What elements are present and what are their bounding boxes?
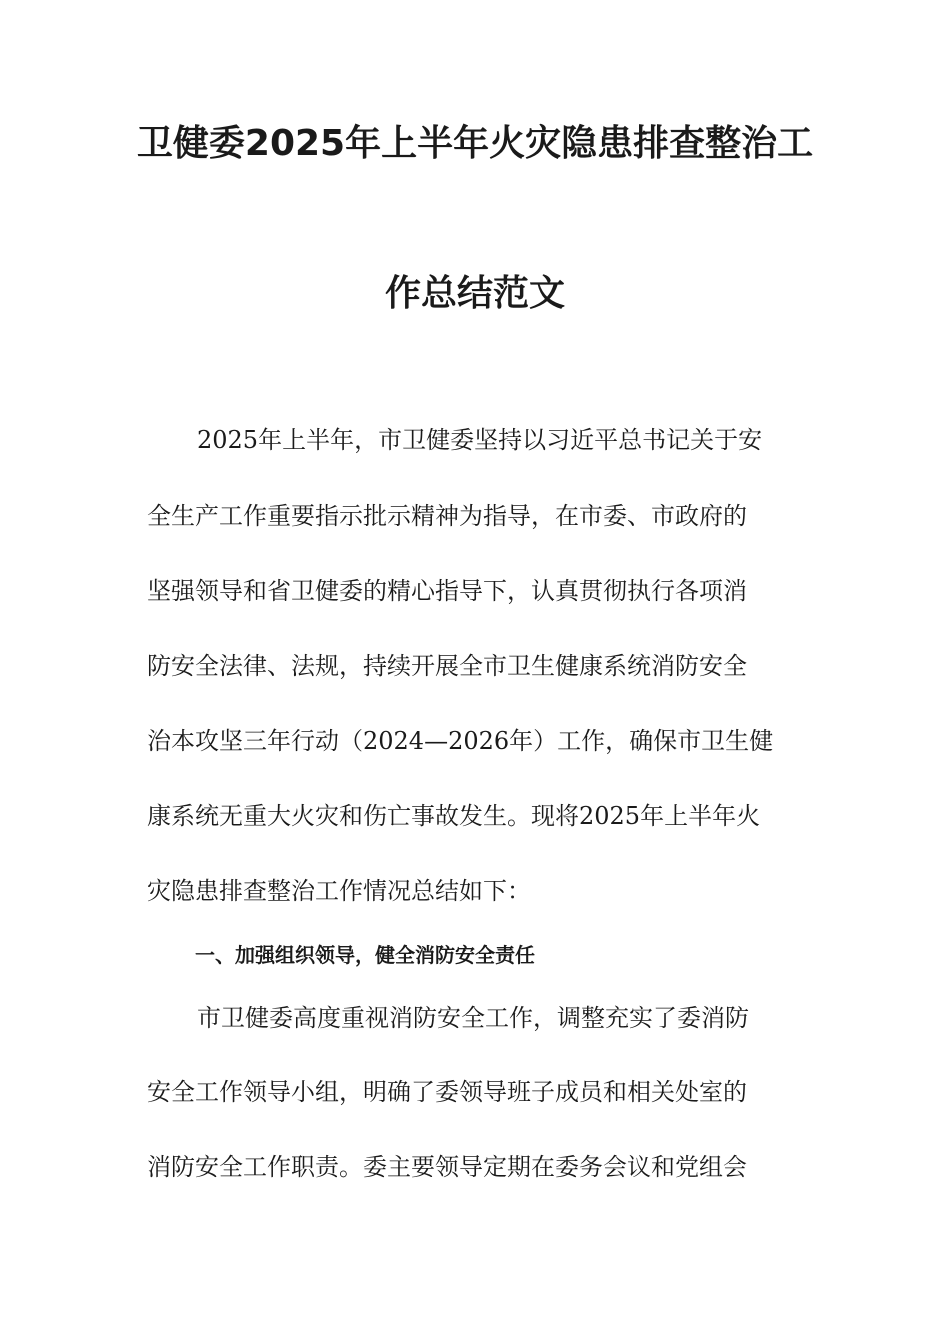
document-title-line-2: 作总结范文	[384, 273, 565, 314]
paragraph-2-line-3: 消防安全工作职责。委主要领导定期在委务会议和党组会	[147, 1153, 747, 1181]
document-title-line-1: 卫健委2025年上半年火灾隐患排查整治工	[136, 123, 814, 164]
paragraph-1-line-2: 全生产工作重要指示批示精神为指导，在市委、市政府的	[147, 502, 747, 530]
paragraph-1-line-5: 治本攻坚三年行动（2024—2026年）工作，确保市卫生健	[147, 727, 774, 755]
paragraph-1-line-4: 防安全法律、法规，持续开展全市卫生健康系统消防安全	[147, 652, 747, 680]
paragraph-1-line-6: 康系统无重大火灾和伤亡事故发生。现将2025年上半年火	[147, 802, 761, 830]
paragraph-1-line-7: 灾隐患排查整治工作情况总结如下：	[147, 877, 531, 905]
paragraph-2-line-1: 市卫健委高度重视消防安全工作，调整充实了委消防	[197, 1004, 749, 1032]
paragraph-1-line-1: 2025年上半年，市卫健委坚持以习近平总书记关于安	[197, 426, 763, 454]
paragraph-1-line-3: 坚强领导和省卫健委的精心指导下，认真贯彻执行各项消	[147, 577, 747, 605]
section-1-heading: 一、加强组织领导，健全消防安全责任	[195, 943, 535, 967]
paragraph-2-line-2: 安全工作领导小组，明确了委领导班子成员和相关处室的	[147, 1078, 747, 1106]
